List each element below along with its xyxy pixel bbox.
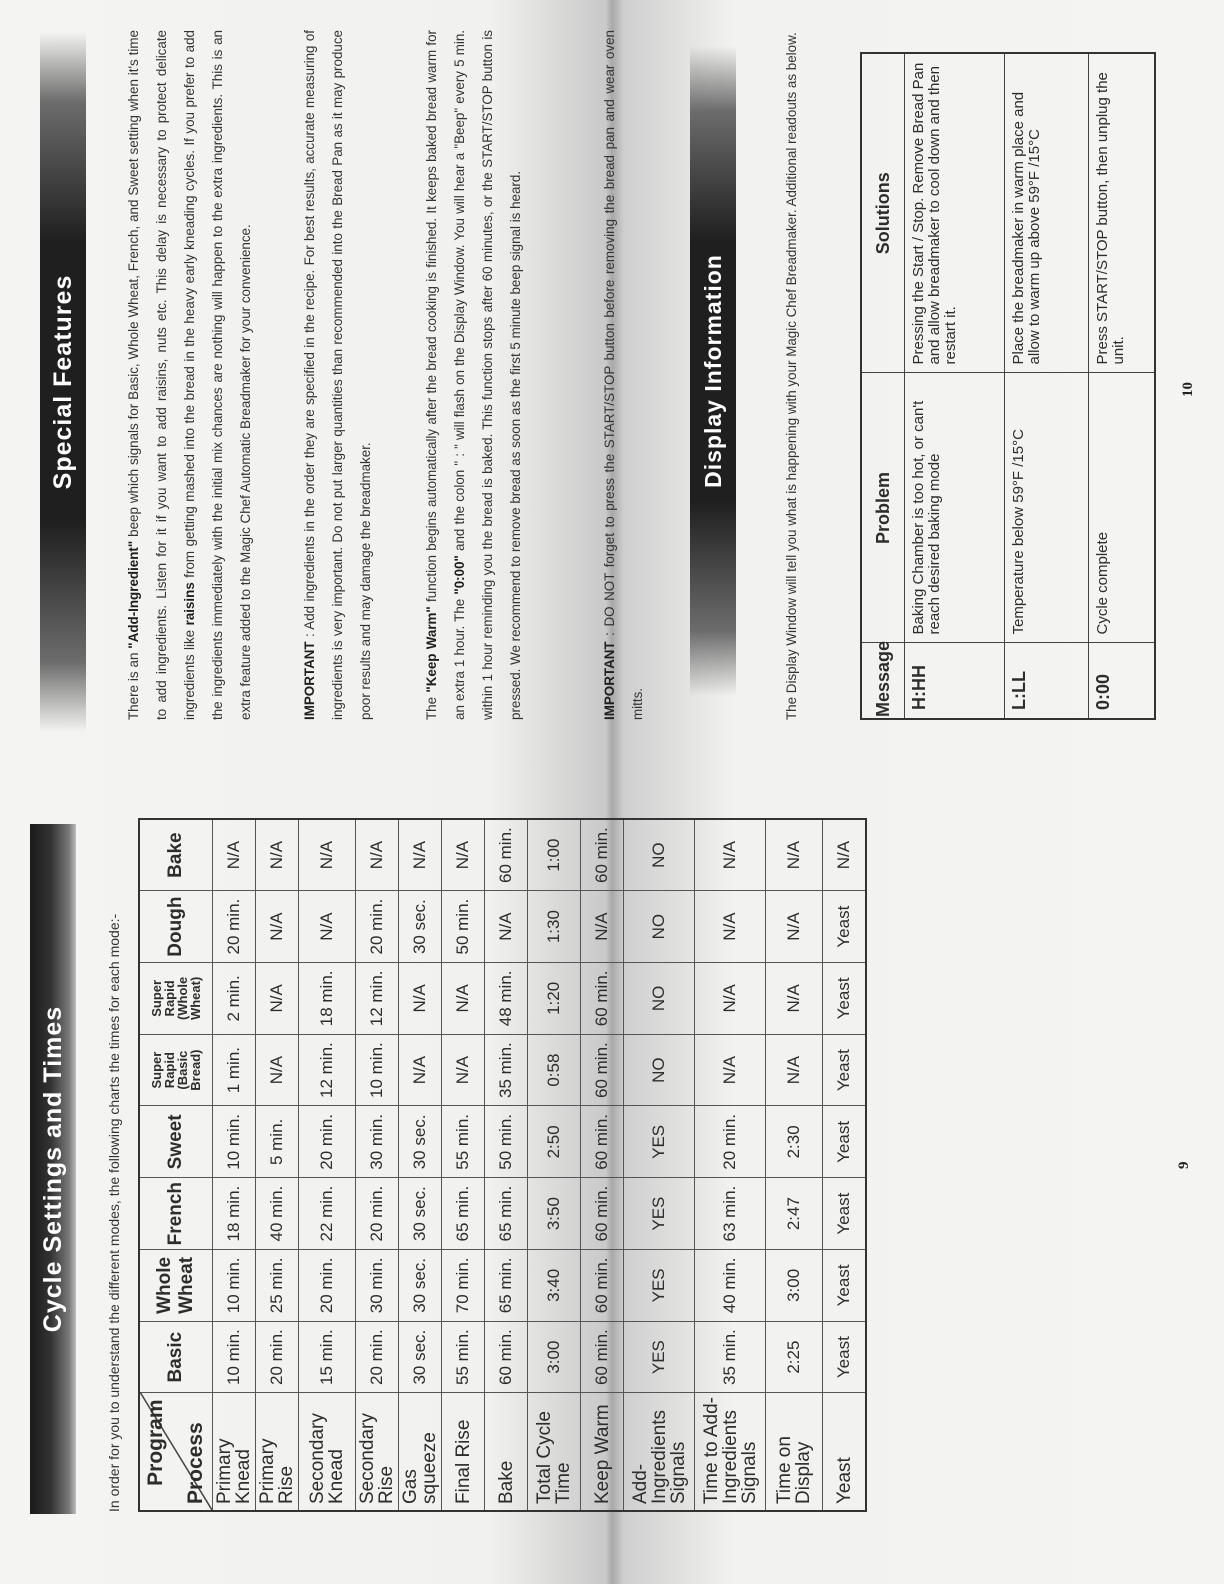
table-row — [905, 53, 1005, 719]
corner-process-label: Process — [184, 1422, 207, 1504]
value-cell: Yeast — [823, 1178, 867, 1250]
value-cell: N/A — [766, 1034, 823, 1106]
value-cell: 20 min. — [299, 1106, 356, 1178]
value-cell: N/A — [823, 819, 867, 891]
column-header: Whole Wheat — [139, 1250, 213, 1322]
value-cell: 12 min. — [356, 963, 399, 1035]
column-header: Super Rapid (Basic Bread) — [139, 1034, 213, 1106]
value-cell: N/A — [695, 891, 766, 963]
value-cell: 30 sec. — [399, 1250, 442, 1322]
table-row — [766, 819, 823, 1511]
value-cell: 30 sec. — [399, 1106, 442, 1178]
value-cell: 20 min. — [356, 891, 399, 963]
value-cell: YES — [624, 1321, 695, 1393]
value-cell: 1:00 — [528, 819, 581, 891]
value-cell: N/A — [485, 891, 528, 963]
value-cell: 70 min. — [442, 1250, 485, 1322]
value-cell: 18 min. — [213, 1178, 256, 1250]
value-cell: N/A — [695, 963, 766, 1035]
value-cell: Yeast — [823, 1321, 867, 1393]
table-body — [213, 819, 867, 1511]
value-cell: 40 min. — [695, 1250, 766, 1322]
value-cell: 60 min. — [581, 1321, 624, 1393]
table-row — [581, 819, 624, 1511]
value-cell: 60 min. — [581, 963, 624, 1035]
value-cell: Yeast — [823, 891, 867, 963]
value-cell: N/A — [695, 819, 766, 891]
value-cell: NO — [624, 963, 695, 1035]
value-cell: NO — [624, 891, 695, 963]
value-cell: N/A — [442, 819, 485, 891]
value-cell: N/A — [213, 819, 256, 891]
value-cell: 3:50 — [528, 1178, 581, 1250]
value-cell: N/A — [766, 891, 823, 963]
message-cell: 0:00 — [1089, 643, 1155, 719]
value-cell: 30 min. — [356, 1106, 399, 1178]
value-cell: 60 min. — [581, 1106, 624, 1178]
problem-cell: Temperature below 59°F /15°C — [1005, 373, 1089, 643]
table-row — [1089, 53, 1155, 719]
value-cell: 60 min. — [581, 1034, 624, 1106]
value-cell: NO — [624, 1034, 695, 1106]
value-cell: Yeast — [823, 1106, 867, 1178]
table-row — [823, 819, 867, 1511]
process-cell: Gas squeeze — [399, 1393, 442, 1511]
value-cell: N/A — [695, 1034, 766, 1106]
table-row — [213, 819, 256, 1511]
value-cell: 3:00 — [528, 1321, 581, 1393]
value-cell: 18 min. — [299, 963, 356, 1035]
page-number: 10 — [1180, 382, 1196, 397]
value-cell: 10 min. — [213, 1250, 256, 1322]
value-cell: N/A — [399, 1034, 442, 1106]
value-cell: 55 min. — [442, 1321, 485, 1393]
value-cell: 5 min. — [256, 1106, 299, 1178]
value-cell: 3:40 — [528, 1250, 581, 1322]
column-header: Basic — [139, 1321, 213, 1393]
value-cell: 30 sec. — [399, 891, 442, 963]
table-row — [695, 819, 766, 1511]
table-row — [442, 819, 485, 1511]
table-row — [1005, 53, 1089, 719]
value-cell: 60 min. — [581, 1178, 624, 1250]
value-cell: 50 min. — [485, 1106, 528, 1178]
value-cell: 2:25 — [766, 1321, 823, 1393]
display-intro: The Display Window will tell you what is happening with your Magic Chef Breadmaker. Additional readouts as below. — [784, 32, 799, 720]
value-cell: 50 min. — [442, 891, 485, 963]
process-cell: Time on Display — [766, 1393, 823, 1511]
value-cell: YES — [624, 1250, 695, 1322]
value-cell: N/A — [399, 819, 442, 891]
value-cell: N/A — [581, 891, 624, 963]
value-cell: 25 min. — [256, 1250, 299, 1322]
process-cell: Primary Rise — [256, 1393, 299, 1511]
value-cell: 65 min. — [442, 1178, 485, 1250]
solution-cell: Press START/STOP button, then unplug the unit. — [1089, 53, 1155, 373]
table-header-row — [861, 53, 905, 719]
keep-warm-paragraph: The "Keep Warm" function begins automatically after the bread cooking is finished. It keeps baked bread warm for an extra 1 hour. The "0:00" and the colon " : " will flash on the Display Window. You will hear a "Beep" every 5 min. within 1 hour reminding you the bread is baked. This function stops after 60 minutes, or the START/STOP button is pressed. We recommend to remove bread as soon as the first 5 minute beep signal is heard. — [424, 30, 523, 720]
cycle-settings-title: Cycle Settings and Times — [30, 824, 76, 1514]
corner-program-label: Program — [144, 1399, 167, 1486]
important-paragraph-2: IMPORTANT : DO NOT forget to press the START/STOP button before removing the bread pan and wear oven mitts. — [602, 30, 645, 720]
column-header: Dough — [139, 891, 213, 963]
value-cell: 20 min. — [356, 1321, 399, 1393]
value-cell: 22 min. — [299, 1178, 356, 1250]
value-cell: N/A — [442, 1034, 485, 1106]
solution-cell: Place the breadmaker in warm place and allow to warm up above 59°F /15°C — [1005, 53, 1089, 373]
value-cell: 2 min. — [213, 963, 256, 1035]
value-cell: 30 sec. — [399, 1321, 442, 1393]
value-cell: NO — [624, 819, 695, 891]
value-cell: N/A — [256, 891, 299, 963]
value-cell: 65 min. — [485, 1178, 528, 1250]
value-cell: 40 min. — [256, 1178, 299, 1250]
value-cell: 2:50 — [528, 1106, 581, 1178]
value-cell: YES — [624, 1106, 695, 1178]
process-cell: Secondary Knead — [299, 1393, 356, 1511]
value-cell: 35 min. — [485, 1034, 528, 1106]
value-cell: Yeast — [823, 963, 867, 1035]
value-cell: 20 min. — [695, 1106, 766, 1178]
column-header: French — [139, 1178, 213, 1250]
column-header: Problem — [861, 373, 905, 643]
add-ingredient-paragraph: There is an "Add-Ingredient" beep which signals for Basic, Whole Wheat, French, and Sweet setting when it's time to add ingredients. Listen for it if you want to add raisins, nuts etc. This delay is necessary to protect delicate ingredients like raisins from getting mashed into the bread in the heavy early kneading cycles. If you prefer to add the ingredients immediately with the initial mix chances are nothing will happen to the extra ingredients. This is an extra feature added to the Magic Chef Automatic Breadmaker for your convenience. — [126, 30, 253, 720]
column-header: Solutions — [861, 53, 905, 373]
table-row — [299, 819, 356, 1511]
value-cell: YES — [624, 1178, 695, 1250]
value-cell: 55 min. — [442, 1106, 485, 1178]
table-row — [256, 819, 299, 1511]
value-cell: Yeast — [823, 1034, 867, 1106]
value-cell: 30 min. — [356, 1250, 399, 1322]
value-cell: 15 min. — [299, 1321, 356, 1393]
value-cell: 20 min. — [256, 1321, 299, 1393]
process-cell: Add-Ingredients Signals — [624, 1393, 695, 1511]
value-cell: N/A — [299, 819, 356, 891]
table-corner-header — [139, 1393, 213, 1511]
value-cell: 20 min. — [299, 1250, 356, 1322]
value-cell: 63 min. — [695, 1178, 766, 1250]
cycle-intro: In order for you to understand the different modes, the following charts the times for each mode:- — [106, 913, 122, 1512]
value-cell: 1:20 — [528, 963, 581, 1035]
message-cell: L:LL — [1005, 643, 1089, 719]
special-features-title: Special Features — [40, 32, 86, 732]
value-cell: 12 min. — [299, 1034, 356, 1106]
value-cell: N/A — [299, 891, 356, 963]
process-cell: Bake — [485, 1393, 528, 1511]
value-cell: N/A — [766, 963, 823, 1035]
important-paragraph-1: IMPORTANT : Add ingredients in the order they are specified in the recipe. For best results, accurate measuring of ingredients is very important. Do not put larger quantities than recommended into the Bread Pan as it may produce poor results and may damage the breadmaker. — [302, 30, 373, 720]
value-cell: 48 min. — [485, 963, 528, 1035]
process-cell: Keep Warm — [581, 1393, 624, 1511]
value-cell: 1 min. — [213, 1034, 256, 1106]
value-cell: 10 min. — [213, 1106, 256, 1178]
cycle-times-table — [138, 818, 867, 1512]
value-cell: N/A — [356, 819, 399, 891]
column-header: Bake — [139, 819, 213, 891]
value-cell: 65 min. — [485, 1250, 528, 1322]
process-cell: Primary Knead — [213, 1393, 256, 1511]
value-cell: N/A — [256, 819, 299, 891]
value-cell: N/A — [399, 963, 442, 1035]
value-cell: 2:30 — [766, 1106, 823, 1178]
value-cell: 2:47 — [766, 1178, 823, 1250]
problem-cell: Baking Chamber is too hot, or can't reach desired baking mode — [905, 373, 1005, 643]
process-cell: Time to Add-Ingredients Signals — [695, 1393, 766, 1511]
solution-cell: Pressing the Start / Stop. Remove Bread Pan and allow breadmaker to cool down and then restart it. — [905, 53, 1005, 373]
value-cell: 10 min. — [213, 1321, 256, 1393]
process-cell: Yeast — [823, 1393, 867, 1511]
value-cell: 1:30 — [528, 891, 581, 963]
column-header: Message — [861, 643, 905, 719]
value-cell: 60 min. — [485, 1321, 528, 1393]
value-cell: 60 min. — [485, 819, 528, 891]
table-header-row — [139, 819, 213, 1511]
value-cell: N/A — [256, 1034, 299, 1106]
value-cell: 60 min. — [581, 819, 624, 891]
value-cell: Yeast — [823, 1250, 867, 1322]
value-cell: 3:00 — [766, 1250, 823, 1322]
value-cell: 20 min. — [213, 891, 256, 963]
page-number: 9 — [1176, 1161, 1192, 1169]
table-row — [485, 819, 528, 1511]
table-row — [528, 819, 581, 1511]
value-cell: N/A — [766, 819, 823, 891]
value-cell: 35 min. — [695, 1321, 766, 1393]
process-cell: Final Rise — [442, 1393, 485, 1511]
value-cell: N/A — [442, 963, 485, 1035]
value-cell: 60 min. — [581, 1250, 624, 1322]
column-header: Super Rapid (Whole Wheat) — [139, 963, 213, 1035]
message-cell: H:HH — [905, 643, 1005, 719]
display-messages-table — [860, 52, 1156, 720]
display-information-title: Display Information — [690, 46, 736, 696]
problem-cell: Cycle complete — [1089, 373, 1155, 643]
value-cell: 20 min. — [356, 1178, 399, 1250]
page-9 — [0, 792, 1224, 1584]
column-header: Sweet — [139, 1106, 213, 1178]
process-cell: Total Cycle Time — [528, 1393, 581, 1511]
value-cell: 10 min. — [356, 1034, 399, 1106]
table-row — [399, 819, 442, 1511]
value-cell: N/A — [256, 963, 299, 1035]
value-cell: 0:58 — [528, 1034, 581, 1106]
table-row — [624, 819, 695, 1511]
table-row — [356, 819, 399, 1511]
process-cell: Secondary Rise — [356, 1393, 399, 1511]
value-cell: 30 sec. — [399, 1178, 442, 1250]
